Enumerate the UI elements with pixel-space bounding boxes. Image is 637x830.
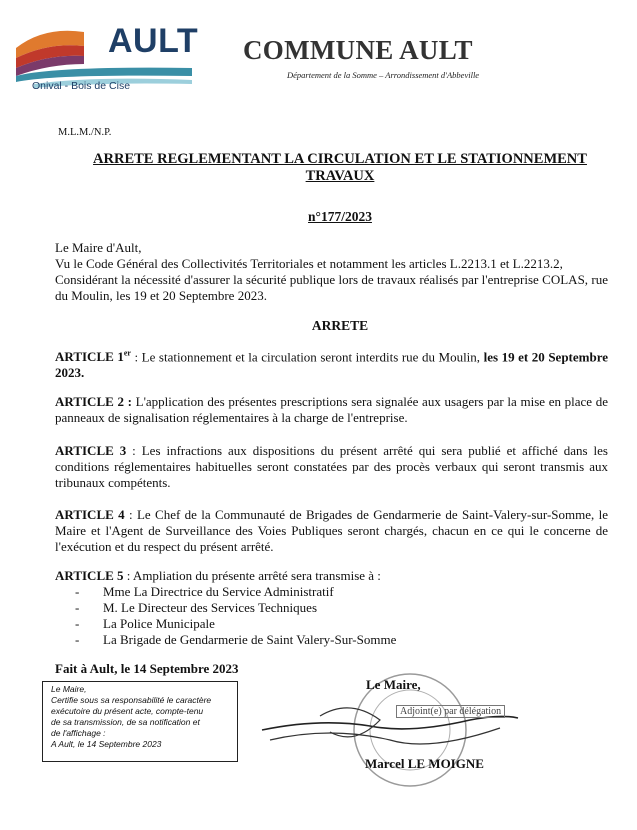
article-label: ARTICLE 3 (55, 443, 127, 458)
recipient-item: - M. Le Directeur des Services Techniques (75, 600, 608, 616)
stamp-label: Adjoint(e) par délégation (396, 705, 505, 718)
article-text: L'application des présentes prescriptions sera signalée aux usagers par la mise en place de panneaux de signalisation réglementaires à la charge de l'entreprise. (55, 394, 608, 425)
article-text: : Le Chef de la Communauté de Brigades de Gendarmerie de Saint-Valery-sur-Somme, le Maire et l'Agent de Surveillance des Voies Publiques seront chargés, chacun en ce qui le concerne de l'exécution et du respect du présent arrêté. (55, 507, 608, 554)
logo-subtitle: Onival - Bois de Cise (32, 80, 131, 92)
signature-title: Le Maire, (366, 677, 421, 692)
signatory-name: Marcel LE MOIGNE (365, 756, 484, 771)
article-label: ARTICLE 5 (55, 568, 124, 583)
department-subtitle: Département de la Somme – Arrondissement d'Abbeville (287, 70, 480, 80)
recipient-item: - La Brigade de Gendarmerie de Saint Valery-Sur-Somme (75, 632, 608, 648)
commune-logo (14, 18, 199, 98)
article-text: : Le stationnement et la circulation seront interdits rue du Moulin, (130, 349, 484, 365)
article-3 (55, 443, 608, 491)
article-2 (55, 394, 608, 426)
article-text: : Les infractions aux dispositions du présent arrêté qui sera publié et affiché dans les conditions réglementaires habituelles seront constatées par des procès verbaux qui seront transmis aux tribunaux compétents. (55, 443, 608, 490)
article-text: : Ampliation du présente arrêté sera transmise à : (123, 568, 381, 583)
cert-line: de l'affichage : (51, 728, 106, 738)
intro-line: Le Maire d'Ault, (55, 240, 142, 255)
cert-line: Le Maire, (51, 684, 87, 694)
reference-code: M.L.M./N.P. (58, 127, 112, 138)
title-line-1: ARRETE REGLEMENTANT LA CIRCULATION ET LE STATIONNEMENT (93, 151, 587, 167)
article-label: ARTICLE 2 : (55, 394, 132, 409)
cert-line: exécutoire du présent acte, compte-tenu (51, 706, 204, 716)
article-label: ARTICLE 1er (55, 349, 131, 365)
article-5 (55, 568, 608, 648)
fait-a-date: Fait à Ault, le 14 Septembre 2023 (55, 661, 239, 676)
recipient-list (55, 584, 608, 648)
intro-line: Considérant la nécessité d'assurer la sécurité publique lors de travaux réalisés par l'entreprise COLAS, rue du Moulin, les 19 et 20 Septembre 2023. (55, 272, 608, 303)
cert-line: Certifie sous sa responsabilité le caractère (51, 695, 212, 705)
logo-name: AULT (108, 22, 199, 60)
document-title (40, 151, 637, 185)
article-1 (55, 346, 608, 381)
recipient-item: - Mme La Directrice du Service Administratif (75, 584, 608, 600)
article-dates: les 19 et 20 Septembre 2023. (55, 349, 609, 381)
article-4 (55, 507, 608, 555)
certification-box (42, 681, 238, 762)
title-line-2: TRAVAUX (305, 168, 375, 184)
intro-line: Vu le Code Général des Collectivités Territoriales et notamment les articles L.2213.1 et L.2213.2, (55, 256, 563, 271)
cert-line: A Ault, le 14 Septembre 2023 (51, 739, 162, 749)
document-number: n°177/2023 (308, 209, 372, 224)
arrete-heading: ARRETE (311, 318, 369, 333)
cert-line: de sa transmission, de sa notification et (51, 717, 200, 727)
article-label: ARTICLE 4 (55, 507, 125, 522)
commune-title: COMMUNE AULT (243, 35, 473, 65)
recipient-item: - La Police Municipale (75, 616, 608, 632)
intro-section (55, 240, 608, 304)
